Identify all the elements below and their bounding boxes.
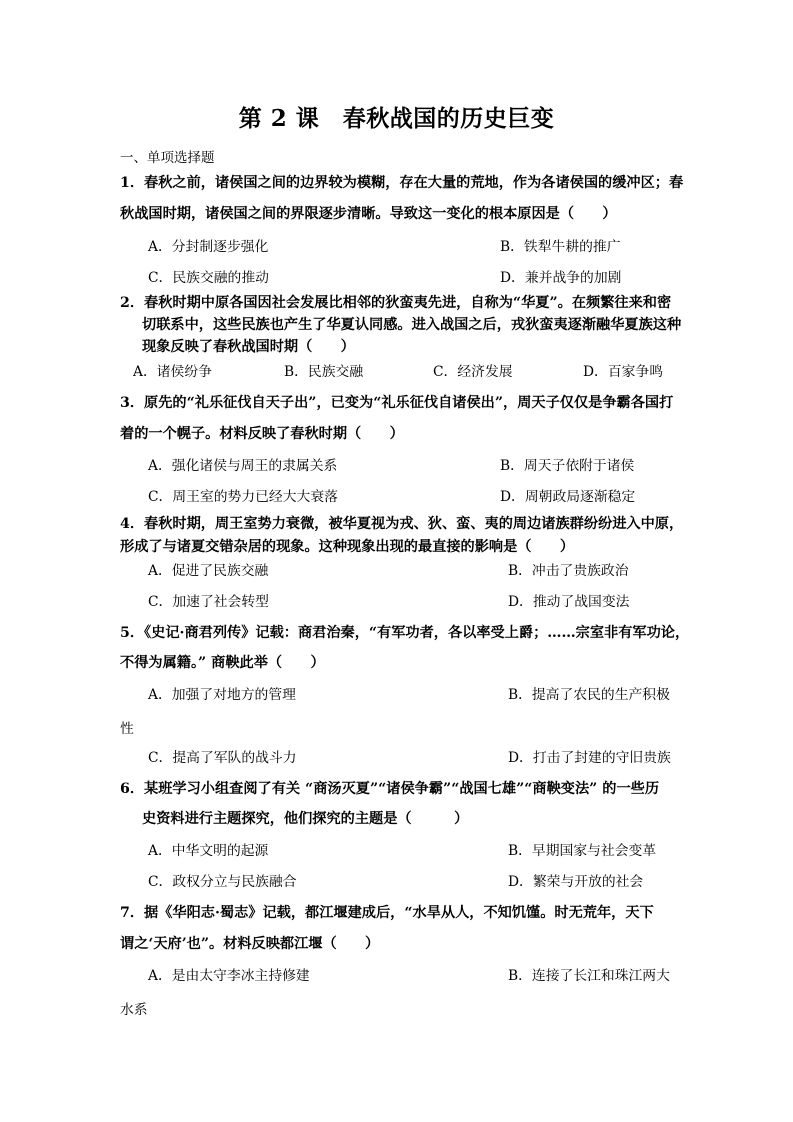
- question-2-option-a: A．诸侯纷争: [133, 364, 212, 380]
- question-5-option-d: D．打击了封建的守旧贵族: [508, 750, 671, 766]
- question-3-option-b: B．周天子依附于诸侯: [500, 458, 635, 474]
- question-1-option-a: A．分封制逐步强化: [148, 239, 269, 255]
- question-5-option-b-continued: 性: [120, 721, 134, 737]
- question-1-option-b: B．铁犁牛耕的推广: [500, 239, 621, 255]
- question-3-option-d: D．周朝政局逐渐稳定: [500, 489, 636, 505]
- question-7-line-1: 7．据《华阳志·蜀志》记载，都江堰建成后，“水旱从人，不知饥馑。时无荒年，天下: [120, 905, 654, 921]
- question-5-line-1: 5．《史记·商君列传》记载：商君治秦，“有军功者，各以率受上爵；……宗室非有军功论，: [120, 625, 690, 641]
- question-1-option-d: D．兼并战争的加剧: [500, 270, 622, 286]
- question-4-option-a: A．促进了民族交融: [148, 563, 269, 579]
- question-2-line-1: 2．春秋时期中原各国因社会发展比相邻的狄蛮夷先进，自称为“华夏”。在频繁往来和密: [120, 295, 672, 311]
- question-4-line-2: 形成了与诸夏交错杂居的现象。这种现象出现的最直接的影响是（ ）: [120, 539, 575, 555]
- question-3-option-c: C．周王室的势力已经大大衰落: [148, 489, 338, 505]
- question-6-line-2: 史资料进行主题探究，他们探究的主题是（ ）: [142, 811, 469, 827]
- page-title: 第 2 课 春秋战国的历史巨变: [238, 105, 555, 132]
- question-4-line-1: 4．春秋时期，周王室势力衰微，被华夏视为戎、狄、蛮、夷的周边诸族群纷纷进入中原，: [120, 516, 684, 532]
- question-5-option-a: A．加强了对地方的管理: [148, 687, 296, 703]
- question-2-option-b: B．民族交融: [284, 364, 364, 380]
- question-7-option-a: A．是由太守李冰主持修建: [148, 968, 310, 984]
- question-2-line-3: 现象反映了春秋战国时期（ ）: [142, 339, 355, 355]
- question-5-line-2: 不得为属籍。” 商鞅此举（ ）: [120, 655, 325, 671]
- question-4-option-d: D．推动了战国变法: [508, 594, 630, 610]
- question-3-line-1: 3．原先的“礼乐征伐自天子出”，已变为“礼乐征伐自诸侯出”，周天子仅仅是争霸各国打: [120, 395, 674, 411]
- question-6-option-b: B．早期国家与社会变革: [508, 843, 657, 859]
- question-5-option-c: C．提高了军队的战斗力: [148, 750, 297, 766]
- question-2-line-2: 切联系中，这些民族也产生了华夏认同感。进入战国之后，戎狄蛮夷逐渐融华夏族这种: [142, 317, 682, 333]
- question-1-line-1: 1．春秋之前，诸侯国之间的边界较为模糊，存在大量的荒地，作为各诸侯国的缓冲区；春: [120, 175, 684, 191]
- question-3-option-a: A．强化诸侯与周王的隶属关系: [148, 458, 338, 474]
- question-2-option-d: D．百家争鸣: [583, 364, 664, 380]
- question-6-option-a: A．中华文明的起源: [148, 843, 269, 859]
- question-6-line-1: 6．某班学习小组查阅了有关 “商汤灭夏”“诸侯争霸”“战国七雄”“商鞅变法” 的一些历: [120, 781, 660, 797]
- question-6-option-d: D．繁荣与开放的社会: [508, 874, 644, 890]
- question-2-option-c: C．经济发展: [433, 364, 513, 380]
- question-6-option-c: C．政权分立与民族融合: [148, 874, 297, 890]
- question-7-option-b: B．连接了长江和珠江两大: [508, 968, 670, 984]
- question-3-line-2: 着的一个幌子。材料反映了春秋时期（ ）: [120, 426, 404, 442]
- question-1-line-2: 秋战国时期，诸侯国之间的界限逐步清晰。导致这一变化的根本原因是（ ）: [120, 206, 617, 222]
- question-7-option-b-continued: 水系: [120, 1002, 148, 1018]
- question-4-option-b: B．冲击了贵族政治: [508, 563, 629, 579]
- question-7-line-2: 谓之‘天府’也”。材料反映都江堰（ ）: [120, 936, 380, 952]
- question-5-option-b: B．提高了农民的生产积极: [508, 687, 670, 703]
- question-4-option-c: C．加速了社会转型: [148, 594, 269, 610]
- question-1-option-c: C．民族交融的推动: [148, 270, 269, 286]
- section-heading: 一、单项选择题: [120, 150, 215, 166]
